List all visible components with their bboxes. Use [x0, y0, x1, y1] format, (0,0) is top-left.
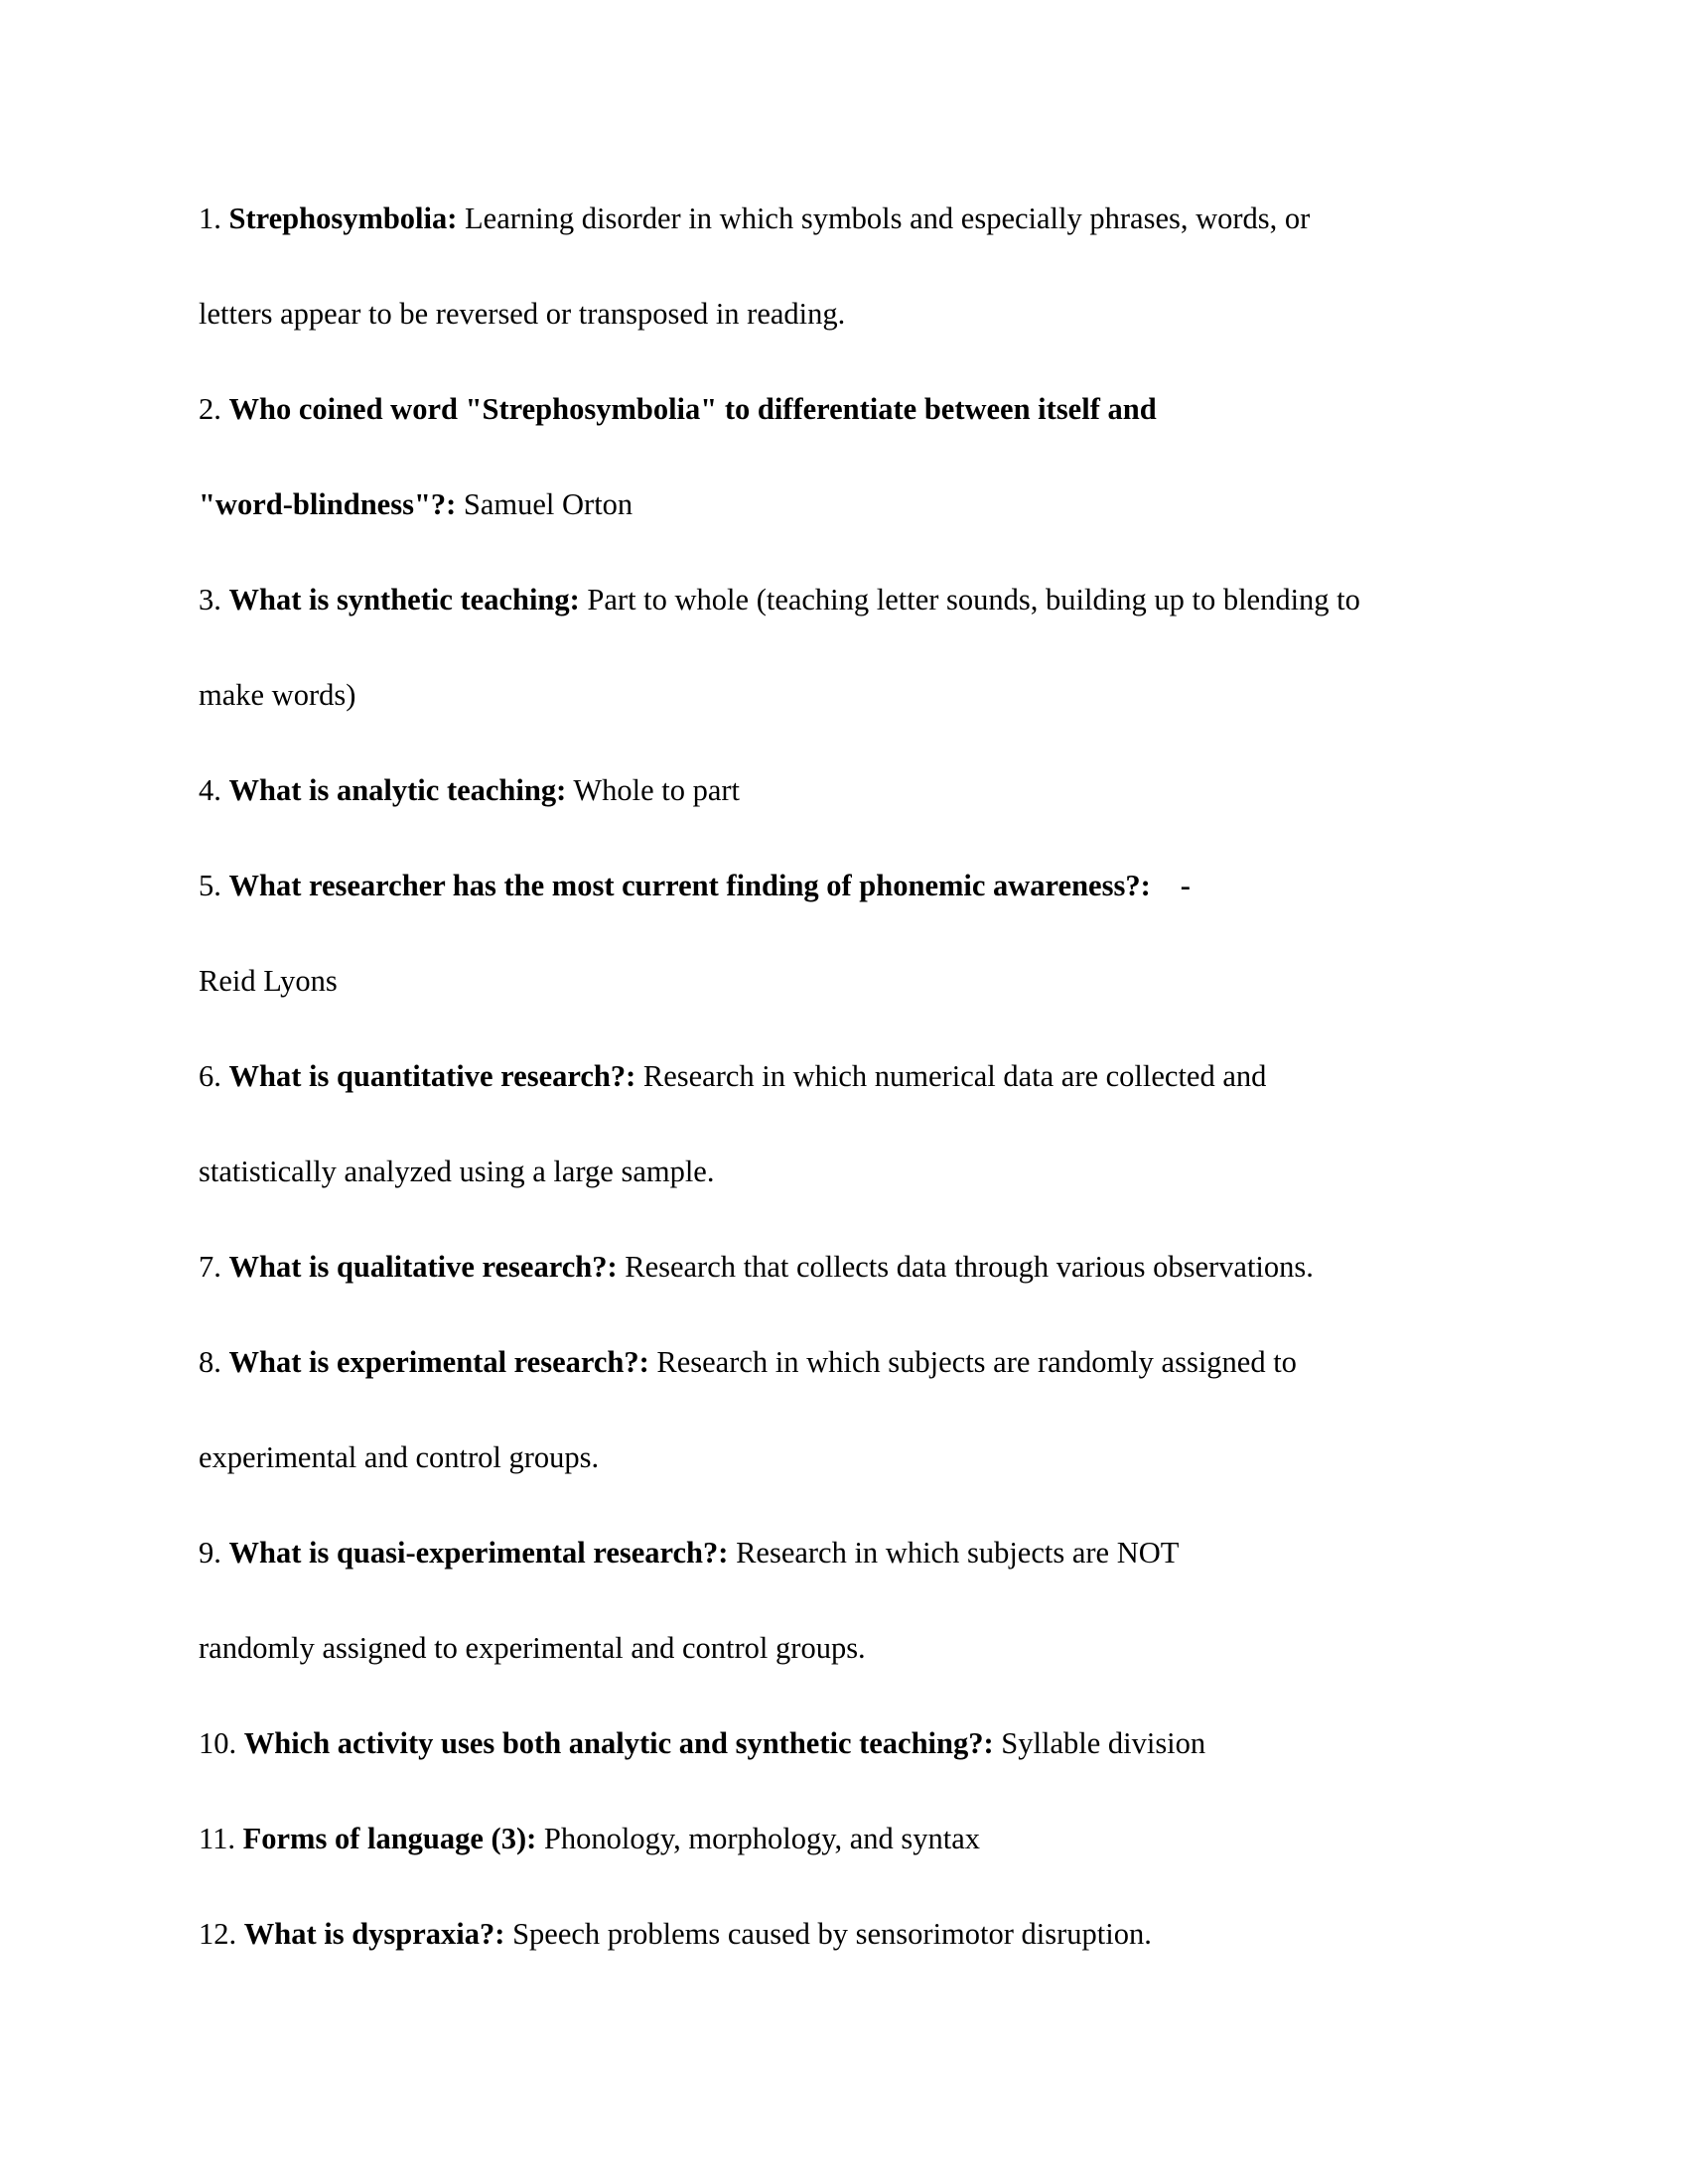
item-number: 11.: [199, 1822, 235, 1855]
item-term: Which activity uses both analytic and synthetic teaching?:: [243, 1726, 994, 1760]
item-definition: Whole to part: [573, 773, 741, 807]
item-11-line-1: [199, 1819, 1509, 1858]
item-definition: Samuel Orton: [463, 487, 633, 521]
item-5-line-2: [199, 961, 1509, 1001]
item-number: 2.: [199, 392, 221, 426]
item-definition: Phonology, morphology, and syntax: [543, 1822, 981, 1855]
item-definition: Part to whole (teaching letter sounds, building up to blending to: [587, 583, 1360, 616]
item-12-line-1: [199, 1914, 1509, 1954]
item-definition-continued: randomly assigned to experimental and control groups.: [199, 1631, 866, 1665]
item-definition-continued: letters appear to be reversed or transposed in reading.: [199, 297, 846, 331]
item-definition: Syllable division: [1001, 1726, 1206, 1760]
item-4-line-1: [199, 770, 1509, 810]
item-6-line-2: [199, 1152, 1509, 1191]
item-number: 10.: [199, 1726, 237, 1760]
item-number: 7.: [199, 1250, 221, 1284]
item-7-line-1: [199, 1247, 1509, 1287]
item-definition: Speech problems caused by sensorimotor disruption.: [512, 1917, 1152, 1951]
item-definition: Research in which subjects are NOT: [736, 1536, 1180, 1570]
item-2-line-1: [199, 389, 1509, 429]
item-number: 12.: [199, 1917, 237, 1951]
item-number: 9.: [199, 1536, 221, 1570]
item-6-line-1: [199, 1056, 1509, 1096]
item-10-line-1: [199, 1723, 1509, 1763]
item-definition: Research in which subjects are randomly assigned to: [656, 1345, 1297, 1379]
item-definition-continued: make words): [199, 678, 356, 712]
item-definition: Learning disorder in which symbols and especially phrases, words, or: [465, 202, 1311, 235]
item-definition: Reid Lyons: [199, 964, 338, 998]
item-number: 1.: [199, 202, 221, 235]
item-number: 3.: [199, 583, 221, 616]
item-term: What is experimental research?:: [228, 1345, 649, 1379]
item-8-line-1: [199, 1342, 1509, 1382]
item-definition: Research that collects data through various observations.: [625, 1250, 1314, 1284]
item-term: What is quantitative research?:: [228, 1059, 636, 1093]
item-1-line-1: [199, 199, 1509, 238]
item-term: What is qualitative research?:: [228, 1250, 618, 1284]
item-term: What is dyspraxia?:: [243, 1917, 505, 1951]
item-number: 4.: [199, 773, 221, 807]
item-definition-continued: statistically analyzed using a large sample.: [199, 1155, 715, 1188]
item-term: Forms of language (3):: [242, 1822, 537, 1855]
item-1-line-2: [199, 294, 1509, 334]
item-definition: Research in which numerical data are collected and: [642, 1059, 1267, 1093]
item-9-line-1: [199, 1533, 1509, 1572]
item-number: 8.: [199, 1345, 221, 1379]
item-8-line-2: [199, 1437, 1509, 1477]
item-term: What is quasi-experimental research?:: [228, 1536, 729, 1570]
item-3-line-2: [199, 675, 1509, 715]
item-3-line-1: [199, 580, 1509, 619]
item-number: 5.: [199, 869, 221, 902]
item-definition-continued: experimental and control groups.: [199, 1440, 600, 1474]
item-2-line-2: [199, 484, 1509, 524]
item-term: What researcher has the most current finding of phonemic awareness?:: [228, 869, 1151, 902]
item-term: What is analytic teaching:: [228, 773, 567, 807]
item-number: 6.: [199, 1059, 221, 1093]
item-5-line-1: [199, 866, 1509, 905]
item-term: Who coined word "Strephosymbolia" to differentiate between itself and: [228, 392, 1157, 426]
item-dash: -: [1180, 869, 1191, 902]
item-term-continued: "word-blindness"?:: [199, 487, 457, 521]
item-term: What is synthetic teaching:: [228, 583, 580, 616]
item-term: Strephosymbolia:: [228, 202, 458, 235]
item-9-line-2: [199, 1628, 1509, 1668]
